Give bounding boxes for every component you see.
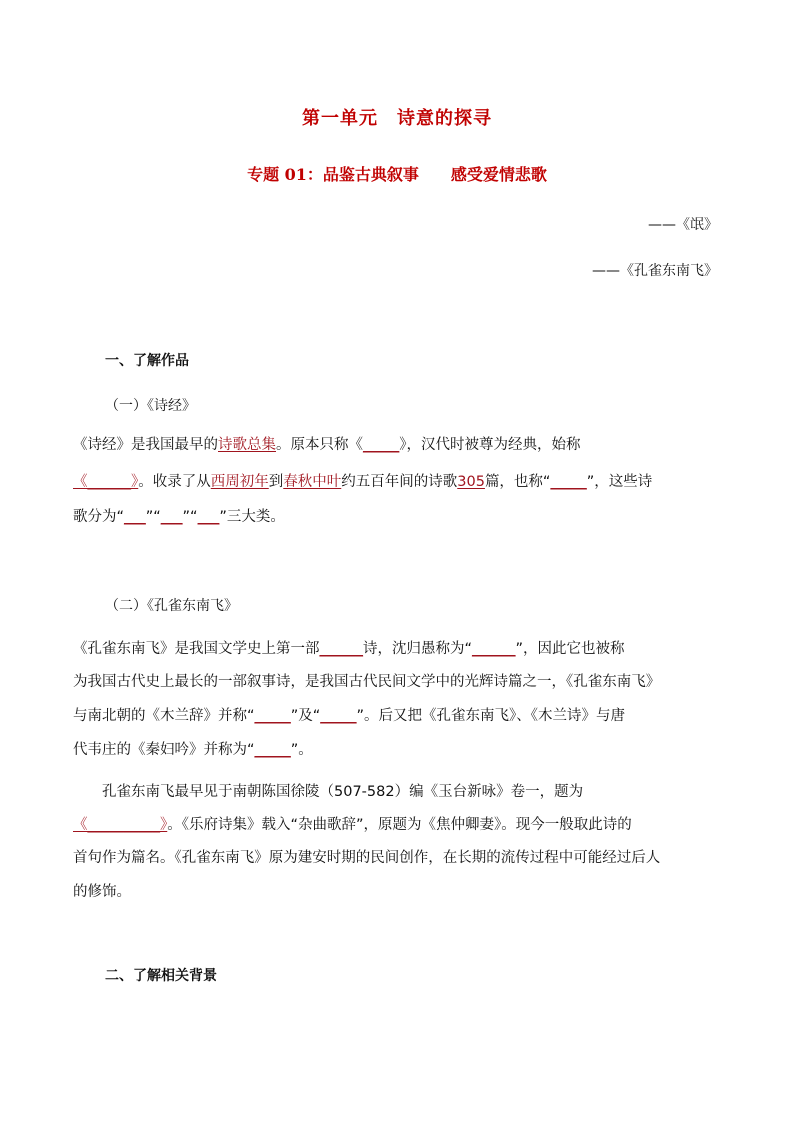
link-chunqiu-zhongye[interactable]: 春秋中叶 [283, 474, 342, 490]
shijing-line-1 [73, 433, 723, 454]
text-segment: 篇，也称“ [484, 474, 551, 490]
title-blank-close: 》 [160, 817, 168, 833]
text-segment: 《孔雀东南飞》是我国文学史上第一部 [73, 641, 320, 657]
kongque-p1-line-2 [73, 670, 660, 691]
text-segment: 的修饰。 [73, 884, 131, 900]
title-blank-open: 《 [73, 817, 88, 833]
text-segment: 与南北朝的《木兰辞》并称“ [73, 708, 255, 724]
text-segment: 为我国古代史上最长的一部叙事诗，是我国古代民间文学中的光辉诗篇之一，《孔雀东南飞》 [73, 674, 661, 690]
text-segment: 诗，沈归愚称为“ [363, 641, 473, 657]
text-segment: ”。后又把《孔雀东南飞》、《木兰诗》与唐 [356, 708, 626, 724]
text-segment: ”，因此它也被称 [515, 641, 625, 657]
text-segment: 。收录了从 [138, 474, 211, 490]
section-heading-understand-works: 一、了解作品 [105, 353, 189, 369]
text-segment: 约五百年间的诗歌 [341, 474, 458, 490]
link-xizhou-chunian[interactable]: 西周初年 [210, 474, 269, 490]
fill-blank[interactable]: ___ [124, 509, 146, 525]
text-segment: 《诗经》是我国最早的 [73, 437, 218, 453]
text-segment: ”及“ [290, 708, 321, 724]
text-segment: ”。 [290, 742, 313, 758]
text-segment: 代韦庄的《秦妇吟》并称为“ [73, 742, 255, 758]
link-shige-zongji[interactable]: 诗歌总集 [218, 437, 276, 453]
section-heading-background: 二、了解相关背景 [105, 968, 217, 984]
page-title: 第一单元 诗意的探寻 [302, 108, 492, 129]
kongque-p2-line-2 [73, 813, 632, 834]
text-segment: ”，这些诗 [586, 474, 653, 490]
text-segment: 到 [268, 474, 284, 490]
shijing-line-2 [73, 470, 652, 491]
kongque-p2-line-4 [73, 880, 131, 901]
subsection-heading-shijing: （一）《诗经》 [105, 398, 196, 414]
byline-mang: ——《氓》 [648, 217, 718, 233]
text-segment: 。《乐府诗集》载入“杂曲歌辞”，原题为《焦仲卿妻》。现今一般取此诗的 [167, 817, 632, 833]
text-segment: 孔雀东南飞最早见于南朝陈国徐陵（507-582）编《玉台新咏》卷一，题为 [102, 784, 584, 800]
kongque-p2-line-1 [102, 780, 583, 801]
kongque-p1-line-4 [73, 738, 313, 759]
fill-blank[interactable]: _____ [254, 708, 291, 724]
fill-blank[interactable]: ______ [87, 474, 131, 490]
text-segment: 首句作为篇名。《孔雀东南飞》原为建安时期的民间创作，在长期的流传过程中可能经过后人 [73, 850, 661, 866]
fill-blank[interactable]: ______ [319, 641, 363, 657]
page-subtitle: 专题 01：品鉴古典叙事 感受爱情悲歌 [247, 165, 547, 184]
text-segment: ”三大类。 [219, 509, 285, 525]
fill-blank[interactable]: _____ [320, 708, 357, 724]
subsection-heading-kongque: （二）《孔雀东南飞》 [105, 598, 238, 614]
title-blank-close: 》 [131, 474, 139, 490]
text-segment: 》，汉代时被尊为经典，始称 [399, 437, 581, 453]
fill-blank[interactable]: _____ [550, 474, 587, 490]
title-blank-open: 《 [73, 474, 88, 490]
byline-kongque: ——《孔雀东南飞》 [592, 263, 718, 279]
kongque-p1-line-1 [73, 637, 625, 658]
shijing-line-3 [73, 505, 285, 526]
fill-blank[interactable]: __________ [87, 817, 160, 833]
kongque-p2-line-3 [73, 846, 660, 867]
text-segment: ”“ [182, 509, 198, 525]
kongque-p1-line-3 [73, 704, 625, 725]
fill-blank[interactable]: ___ [160, 509, 183, 525]
text-segment: 歌分为“ [73, 509, 125, 525]
link-305[interactable]: 305 [457, 474, 485, 490]
fill-blank[interactable]: _____ [254, 742, 291, 758]
fill-blank[interactable]: ______ [472, 641, 516, 657]
fill-blank[interactable]: ___ [197, 509, 220, 525]
text-segment: 。原本只称《 [276, 437, 363, 453]
text-segment: ”“ [145, 509, 161, 525]
fill-blank[interactable]: _____ [363, 437, 400, 453]
